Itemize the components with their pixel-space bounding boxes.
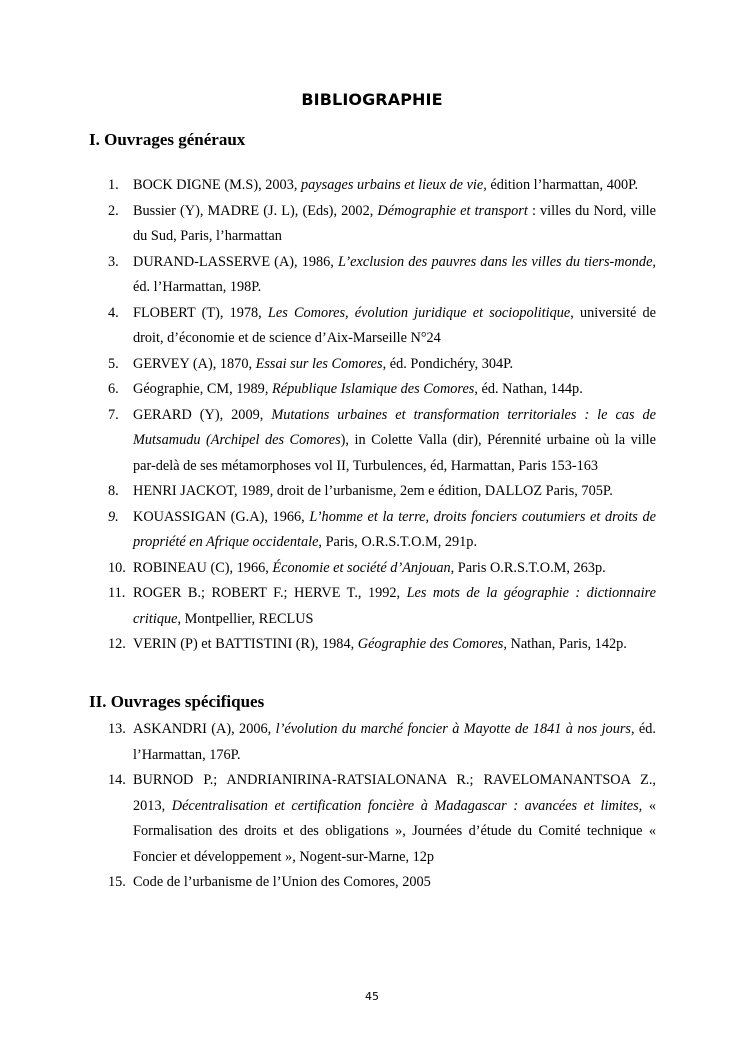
- bibliography-entry: [108, 199, 656, 250]
- page-title: BIBLIOGRAPHIE: [301, 90, 443, 109]
- entry-text: ROGER B.; ROBERT F.; HERVE T., 1992,: [133, 585, 407, 601]
- entry-number: 9.: [108, 508, 119, 525]
- entry-text: , Paris, O.R.S.T.O.M, 291p.: [318, 534, 478, 550]
- bibliography-list-specific: [108, 717, 656, 896]
- section-heading-specific: II. Ouvrages spécifiques: [89, 692, 265, 711]
- entry-text: Nathan, Paris, 142p.: [506, 636, 627, 652]
- entry-title: Essai sur les Comores: [255, 355, 383, 372]
- entry-number: 11.: [108, 585, 126, 601]
- entry-number: 14.: [108, 772, 126, 788]
- bibliography-entry: [108, 250, 656, 301]
- entry-title: Mutations urbaines et transformation territoriales : le cas de Mutsamudu (Archipel des Comores: [133, 406, 657, 448]
- bibliography-entry: [108, 581, 656, 632]
- bibliography-entry: [108, 377, 656, 403]
- entry-text: GERARD (Y), 2009,: [133, 406, 272, 423]
- section-heading-general: I. Ouvrages généraux: [89, 130, 246, 149]
- entry-title: L’exclusion des pauvres dans les villes du tiers-monde,: [338, 253, 656, 270]
- entry-text: BURNOD P.; ANDRIANIRINA-RATSIALONANA R.; RAVELOMANANTSOA Z., 2013,: [133, 772, 656, 814]
- entry-number: 8.: [108, 483, 119, 499]
- entry-number: 4.: [108, 304, 119, 321]
- bibliography-entry: [108, 301, 656, 352]
- entry-text: ), in Colette Valla (dir), Pérennité urbaine où la ville par-delà de ses métamorphoses vol II, Turbulences, éd, Harmattan, Paris 153-163: [133, 432, 656, 474]
- entry-text: éd. l’Harmattan, 198P.: [133, 279, 262, 295]
- entry-text: , Paris O.R.S.T.O.M, 263p.: [450, 559, 606, 576]
- page-number: 45: [365, 990, 379, 1003]
- entry-number: 1.: [108, 177, 119, 193]
- bibliography-entry: [108, 717, 656, 768]
- bibliography-entry: [108, 479, 656, 505]
- entry-text: KOUASSIGAN (G.A), 1966,: [133, 508, 310, 525]
- entry-text: , éd. Nathan, 144p.: [474, 381, 583, 397]
- entry-text: , université de droit, d’économie et de science d’Aix-Marseille N°24: [133, 304, 656, 346]
- entry-number: 2.: [108, 202, 119, 219]
- entry-text: VERIN (P) et BATTISTINI (R), 1984,: [133, 636, 358, 652]
- entry-text: , éd. l’Harmattan, 176P.: [133, 721, 656, 763]
- entry-text: Bussier (Y), MADRE (J. L), (Eds), 2002,: [133, 202, 378, 219]
- entry-title: l’évolution du marché foncier à Mayotte de 1841 à nos jours: [275, 721, 631, 737]
- entry-text: Géographie, CM, 1989,: [133, 381, 272, 397]
- entry-number: 15.: [108, 874, 126, 890]
- bibliography-list-general: [108, 173, 656, 658]
- entry-number: 13.: [108, 721, 126, 737]
- bibliography-entry: [108, 768, 656, 870]
- entry-title: L’homme et la terre, droits fonciers coutumiers et droits de propriété en Afrique occidentale: [133, 508, 656, 550]
- entry-title: Géographie des Comores,: [357, 636, 507, 652]
- entry-text: FLOBERT (T), 1978,: [133, 304, 268, 321]
- bibliography-entry: [108, 403, 656, 480]
- entry-text: HENRI JACKOT, 1989, droit de l’urbanisme, 2em e édition, DALLOZ Paris, 705P.: [133, 483, 613, 499]
- entry-title: Décentralisation et certification foncière à Madagascar : avancées et limites,: [171, 797, 643, 814]
- bibliography-entry: [108, 632, 656, 658]
- entry-title: Économie et société d’Anjouan: [272, 559, 451, 576]
- entry-text: BOCK DIGNE (M.S), 2003,: [133, 177, 301, 193]
- entry-text: « Formalisation des droits et des obligations », Journées d’étude du Comité technique « Foncier et développement », Nogent-sur-Marne, 12p: [133, 797, 657, 865]
- entry-number: 3.: [108, 253, 119, 270]
- entry-text: ROBINEAU (C), 1966,: [133, 559, 273, 576]
- entry-number: 5.: [108, 355, 119, 372]
- entry-text: Code de l’urbanisme de l’Union des Comores, 2005: [133, 874, 431, 890]
- entry-text: GERVEY (A), 1870,: [133, 355, 256, 372]
- entry-title: Les Comores, évolution juridique et sociopolitique: [267, 304, 571, 321]
- bibliography-entry: [108, 505, 656, 556]
- entry-number: 10.: [108, 559, 126, 576]
- bibliography-entry: [108, 556, 656, 582]
- entry-number: 12.: [108, 636, 126, 652]
- entry-title: Démographie et transport: [377, 202, 528, 219]
- bibliography-entry: [108, 870, 656, 896]
- bibliography-entry: [108, 352, 656, 378]
- entry-title: Les mots de la géographie : dictionnaire critique: [133, 585, 656, 627]
- entry-title: République Islamique des Comores: [271, 381, 475, 397]
- bibliography-entry: [108, 173, 656, 199]
- entry-number: 7.: [108, 406, 119, 423]
- entry-text: : villes du Nord, ville du Sud, Paris, l’harmattan: [133, 202, 657, 244]
- entry-text: DURAND-LASSERVE (A), 1986,: [133, 253, 338, 270]
- entry-text: édition l’harmattan, 400P.: [486, 177, 639, 193]
- entry-text: ASKANDRI (A), 2006,: [133, 721, 276, 737]
- entry-number: 6.: [108, 381, 119, 397]
- entry-text: , Montpellier, RECLUS: [177, 610, 314, 627]
- entry-text: , éd. Pondichéry, 304P.: [382, 355, 514, 372]
- entry-title: paysages urbains et lieux de vie,: [301, 177, 487, 193]
